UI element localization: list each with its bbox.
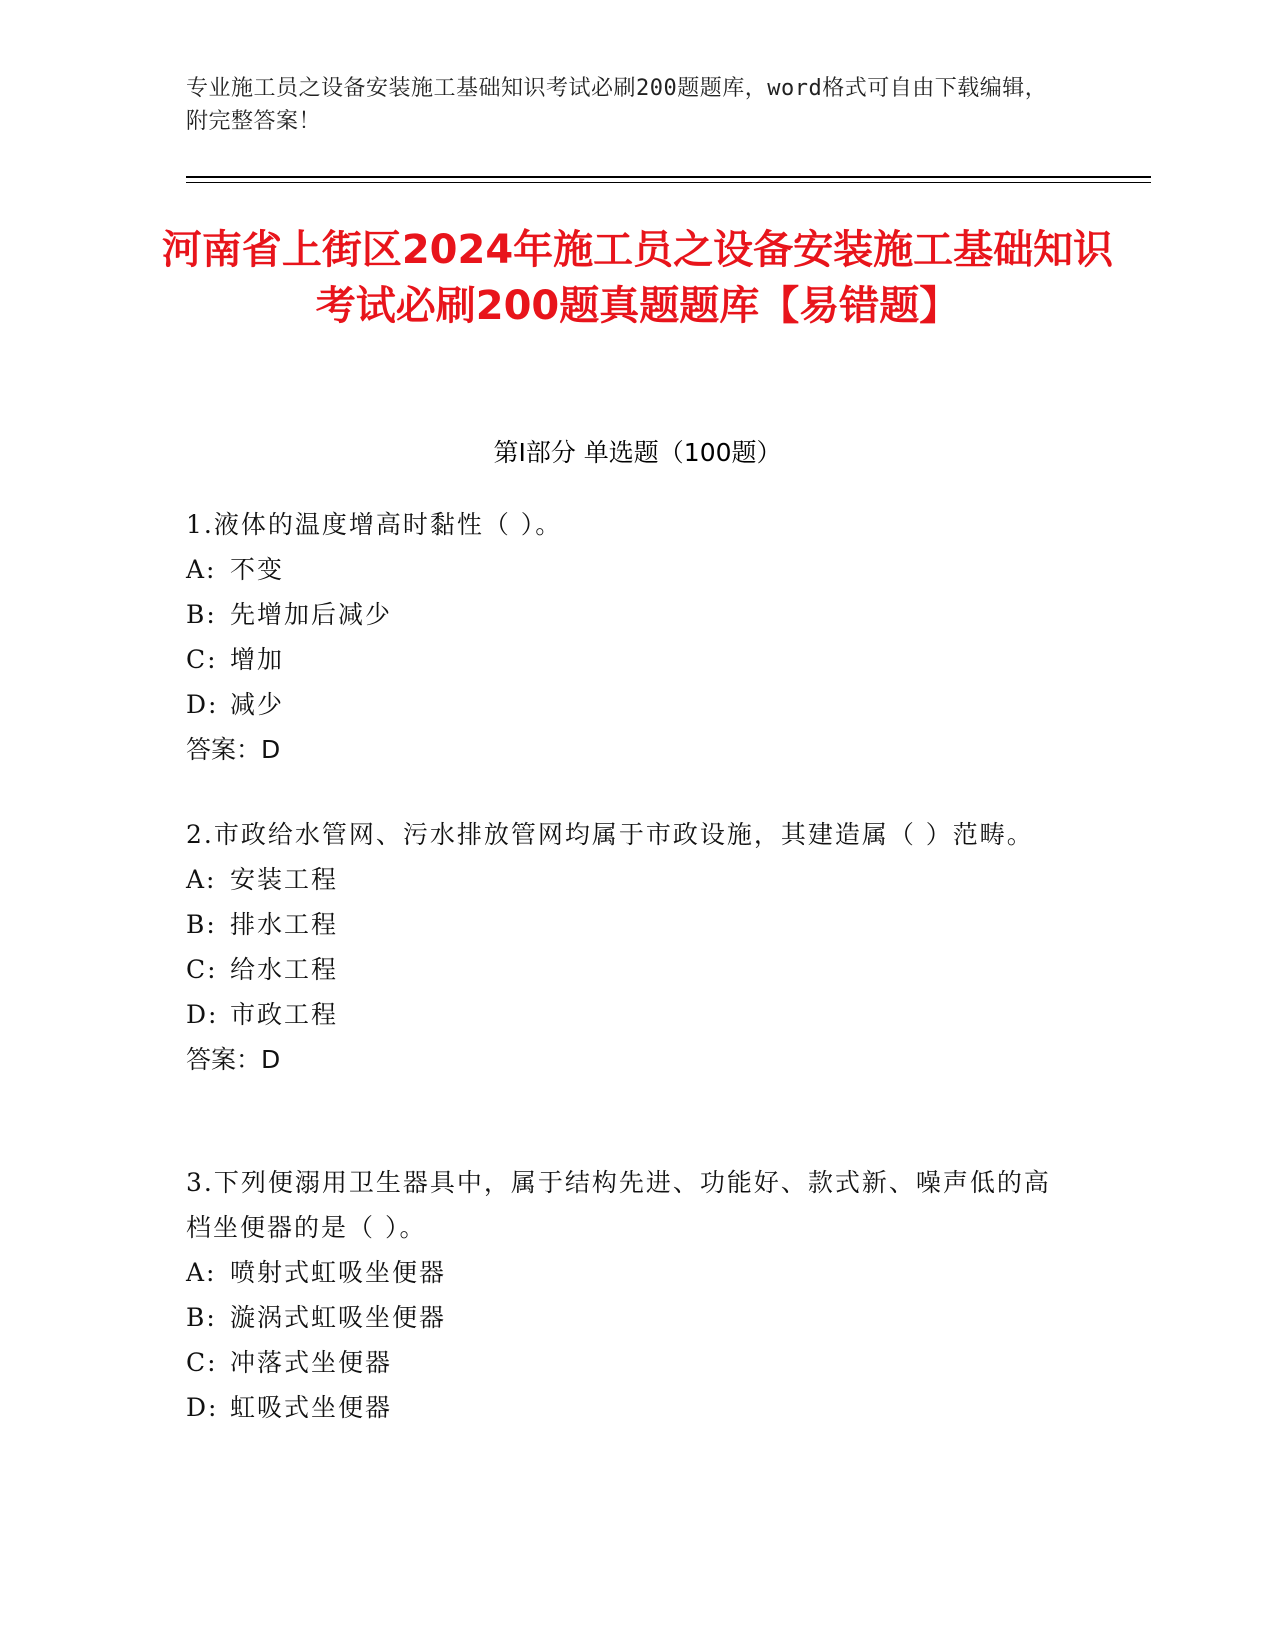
question-2 [186,812,1066,1082]
option-a [186,857,1066,902]
option-letter: C: [186,955,218,984]
option-letter: A: [186,1258,217,1287]
option-text: 喷射式虹吸坐便器 [230,1258,447,1287]
option-b [186,592,1066,637]
option-text: 虹吸式坐便器 [230,1393,393,1422]
answer: 答案：D [186,1045,281,1074]
header-divider-thin [186,182,1151,183]
option-letter: B: [186,600,217,629]
question-stem: 2.市政给水管网、污水排放管网均属于市政设施，其建造属（ ）范畴。 [186,820,1034,849]
option-d [186,1385,1066,1430]
option-c [186,947,1066,992]
option-letter: A: [186,865,217,894]
option-text: 市政工程 [230,1000,339,1029]
option-c [186,637,1066,682]
option-letter: B: [186,1303,217,1332]
option-text: 给水工程 [230,955,339,984]
option-letter: B: [186,910,217,939]
option-b [186,902,1066,947]
option-d [186,682,1066,727]
option-c [186,1340,1066,1385]
answer: 答案：D [186,735,281,764]
question-stem: 3.下列便溺用卫生器具中，属于结构先进、功能好、款式新、噪声低的高档坐便器的是（ ）。 [186,1168,1051,1242]
option-text: 冲落式坐便器 [230,1348,393,1377]
option-letter: D: [186,690,219,719]
document-title: 河南省上街区2024年施工员之设备安装施工基础知识考试必刷200题真题题库【易错题】 [161,227,1114,329]
option-b [186,1295,1066,1340]
option-text: 漩涡式虹吸坐便器 [230,1303,447,1332]
option-letter: A: [186,555,217,584]
question-1 [186,502,1066,772]
option-d [186,992,1066,1037]
option-letter: D: [186,1000,219,1029]
option-text: 增加 [230,645,285,674]
option-text: 安装工程 [230,865,339,894]
option-text: 排水工程 [230,910,339,939]
option-a [186,1250,1066,1295]
option-text: 先增加后减少 [230,600,393,629]
option-text: 不变 [230,555,285,584]
header-note: 专业施工员之设备安装施工基础知识考试必刷200题题库，word格式可自由下载编辑，附完整答案！ [186,76,1048,134]
header-divider [186,176,1151,178]
option-text: 减少 [230,690,285,719]
option-a [186,547,1066,592]
option-letter: C: [186,645,218,674]
option-letter: D: [186,1393,219,1422]
question-3 [186,1160,1066,1430]
section-heading: 第I部分 单选题（100题） [493,438,782,467]
option-letter: C: [186,1348,218,1377]
question-stem: 1.液体的温度增高时黏性（ ）。 [186,510,563,539]
